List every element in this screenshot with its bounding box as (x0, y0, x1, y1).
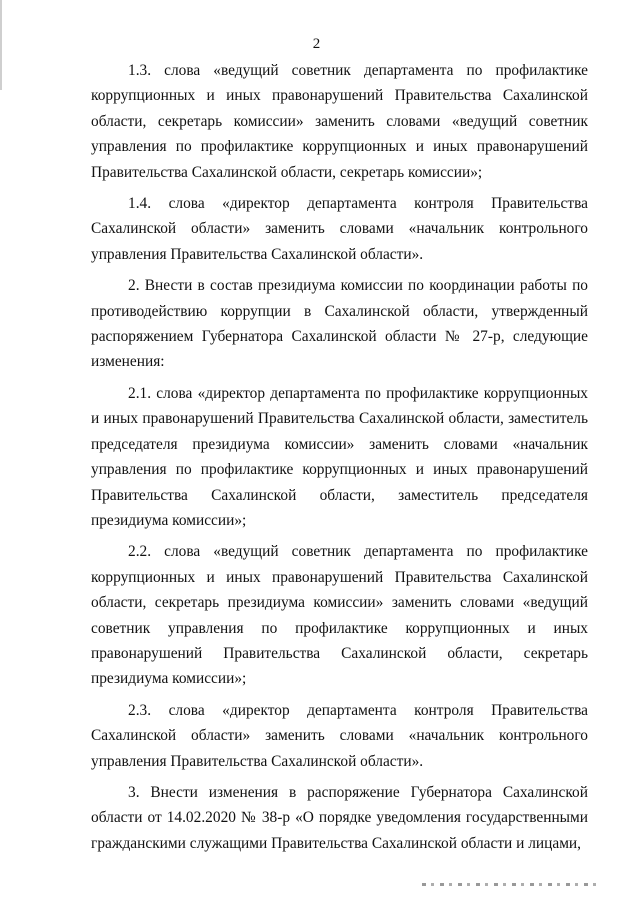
scan-artifact-mark (422, 883, 600, 886)
paragraph-2-3: 2.3. слова «директор департамента контроля Правительства Сахалинской области» заменить словами «начальник контрольного управления Правительства Сахалинской области». (91, 701, 588, 770)
paragraph-3: 3. Внести изменения в распоряжение Губернатора Сахалинской области от 14.02.2020 № 38-р «О порядке уведомления государственными гражданскими служащими Правительства Сахалинской области и лицами, (91, 783, 588, 852)
document-body (91, 58, 588, 856)
page-number: 2 (312, 36, 321, 52)
paragraph-2: 2. Внести в состав президиума комиссии по координации работы по противодействию коррупции в Сахалинской области, утвержденный распоряжением Губернатора Сахалинской области № 27-р, следующие изменения: (91, 277, 588, 371)
paragraph-1-3: 1.3. слова «ведущий советник департамента по профилактике коррупционных и иных правонарушений Правительства Сахалинской области, секретарь комиссии» заменить словами «ведущий советник управления по профилактике коррупционных и иных правонарушений Правительства Сахалинской области, секретарь комиссии»; (91, 62, 588, 181)
paragraph-1-4: 1.4. слова «директор департамента контроля Правительства Сахалинской области» заменить словами «начальник контрольного управления Правительства Сахалинской области». (91, 195, 588, 263)
paragraph-2-2: 2.2. слова «ведущий советник департамента по профилактике коррупционных и иных правонарушений Правительства Сахалинской области, секретарь президиума комиссии» заменить словами «ведущий советник управления по профилактике коррупционных и иных правонарушений Правительства Сахалинской области, секретарь президиума комиссии»; (91, 543, 588, 688)
paragraph-2-1: 2.1. слова «директор департамента по профилактике коррупционных и иных правонарушений Правительства Сахалинской области, заместитель председателя президиума комиссии» заменить словами «начальник управления по профилактике коррупционных и иных правонарушений Правительства Сахалинской области, заместитель председателя президиума комиссии»; (91, 384, 588, 529)
